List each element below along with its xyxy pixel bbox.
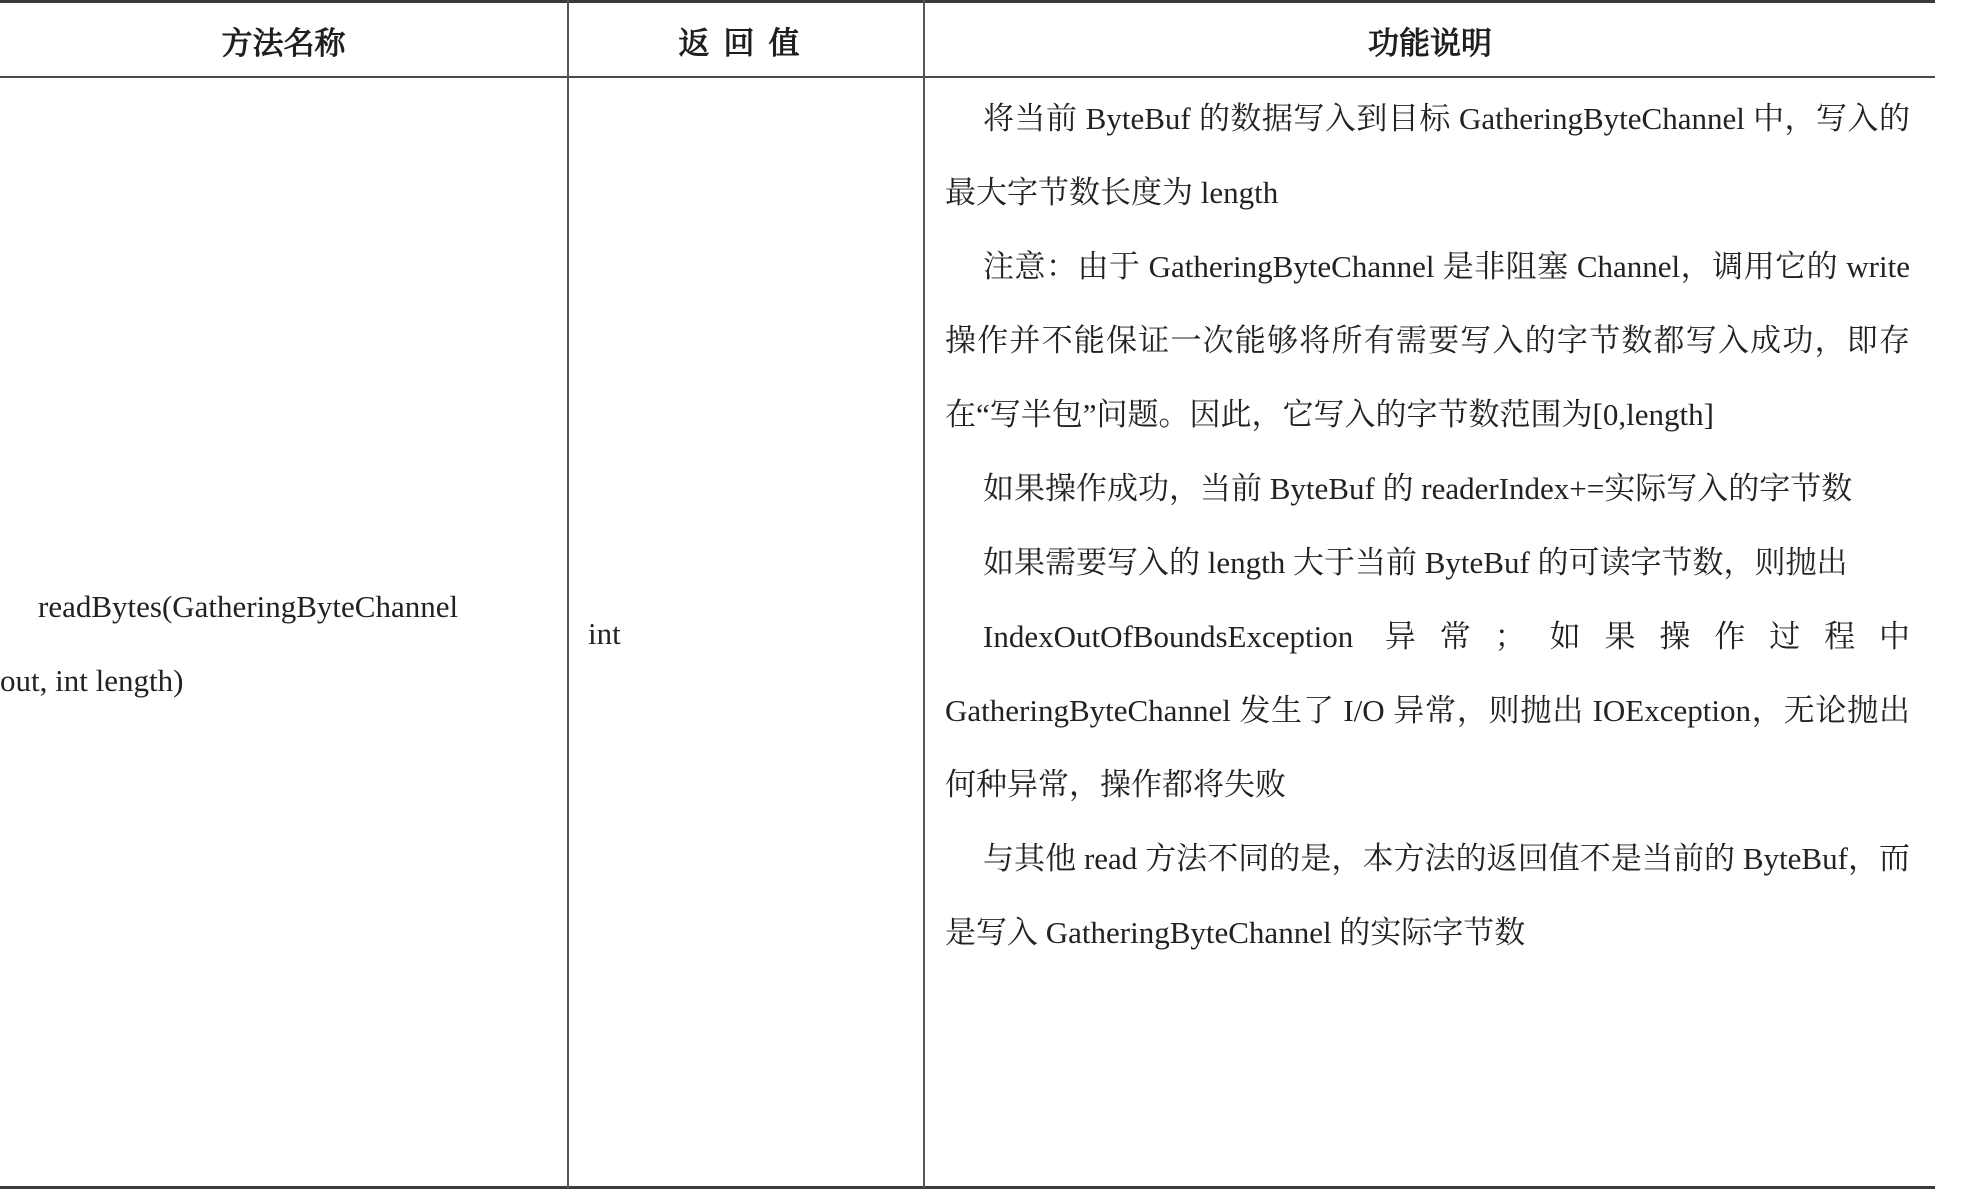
description-paragraph-6: 与其他 read 方法不同的是，本方法的返回值不是当前的 ByteBuf，而是写入 GatheringByteChannel 的实际字节数 <box>945 841 1910 950</box>
description-paragraph-1: 将当前 ByteBuf 的数据写入到目标 GatheringByteChannel 中，写入的最大字节数长度为 length <box>945 101 1910 210</box>
header-description: 功能说明 <box>1368 25 1492 62</box>
table-header-rule <box>0 76 1935 78</box>
return-value-cell: int <box>588 616 621 651</box>
column-divider-2 <box>923 0 925 1188</box>
description-paragraph-2: 注意：由于 GatheringByteChannel 是非阻塞 Channel，调用它的 write 操作并不能保证一次能够将所有需要写入的字节数都写入成功，即存在“写半包”问题。因此，它写入的字节数范围为[0,length] <box>945 249 1910 432</box>
table-bottom-rule <box>0 1186 1935 1189</box>
description-paragraph-4: 如果需要写入的 length 大于当前 ByteBuf 的可读字节数，则抛出 <box>983 545 1848 580</box>
header-method-name: 方法名称 <box>221 25 346 62</box>
description-cell <box>945 82 1910 970</box>
description-paragraph-3: 如果操作成功，当前 ByteBuf 的 readerIndex+=实际写入的字节数 <box>983 471 1853 506</box>
method-name-cell <box>0 570 560 718</box>
method-signature-line-1: readBytes(GatheringByteChannel <box>38 589 459 624</box>
method-signature-line-2: out, int length) <box>0 663 184 698</box>
description-paragraph-5: IndexOutOfBoundsException 异常；如果操作过程中 GatheringByteChannel 发生了 I/O 异常，则抛出 IOException，无论抛出何种异常，操作都将失败 <box>945 619 1910 802</box>
column-divider-1 <box>567 0 569 1188</box>
table-top-rule <box>0 0 1935 3</box>
header-return-value: 返回值 <box>678 25 814 62</box>
